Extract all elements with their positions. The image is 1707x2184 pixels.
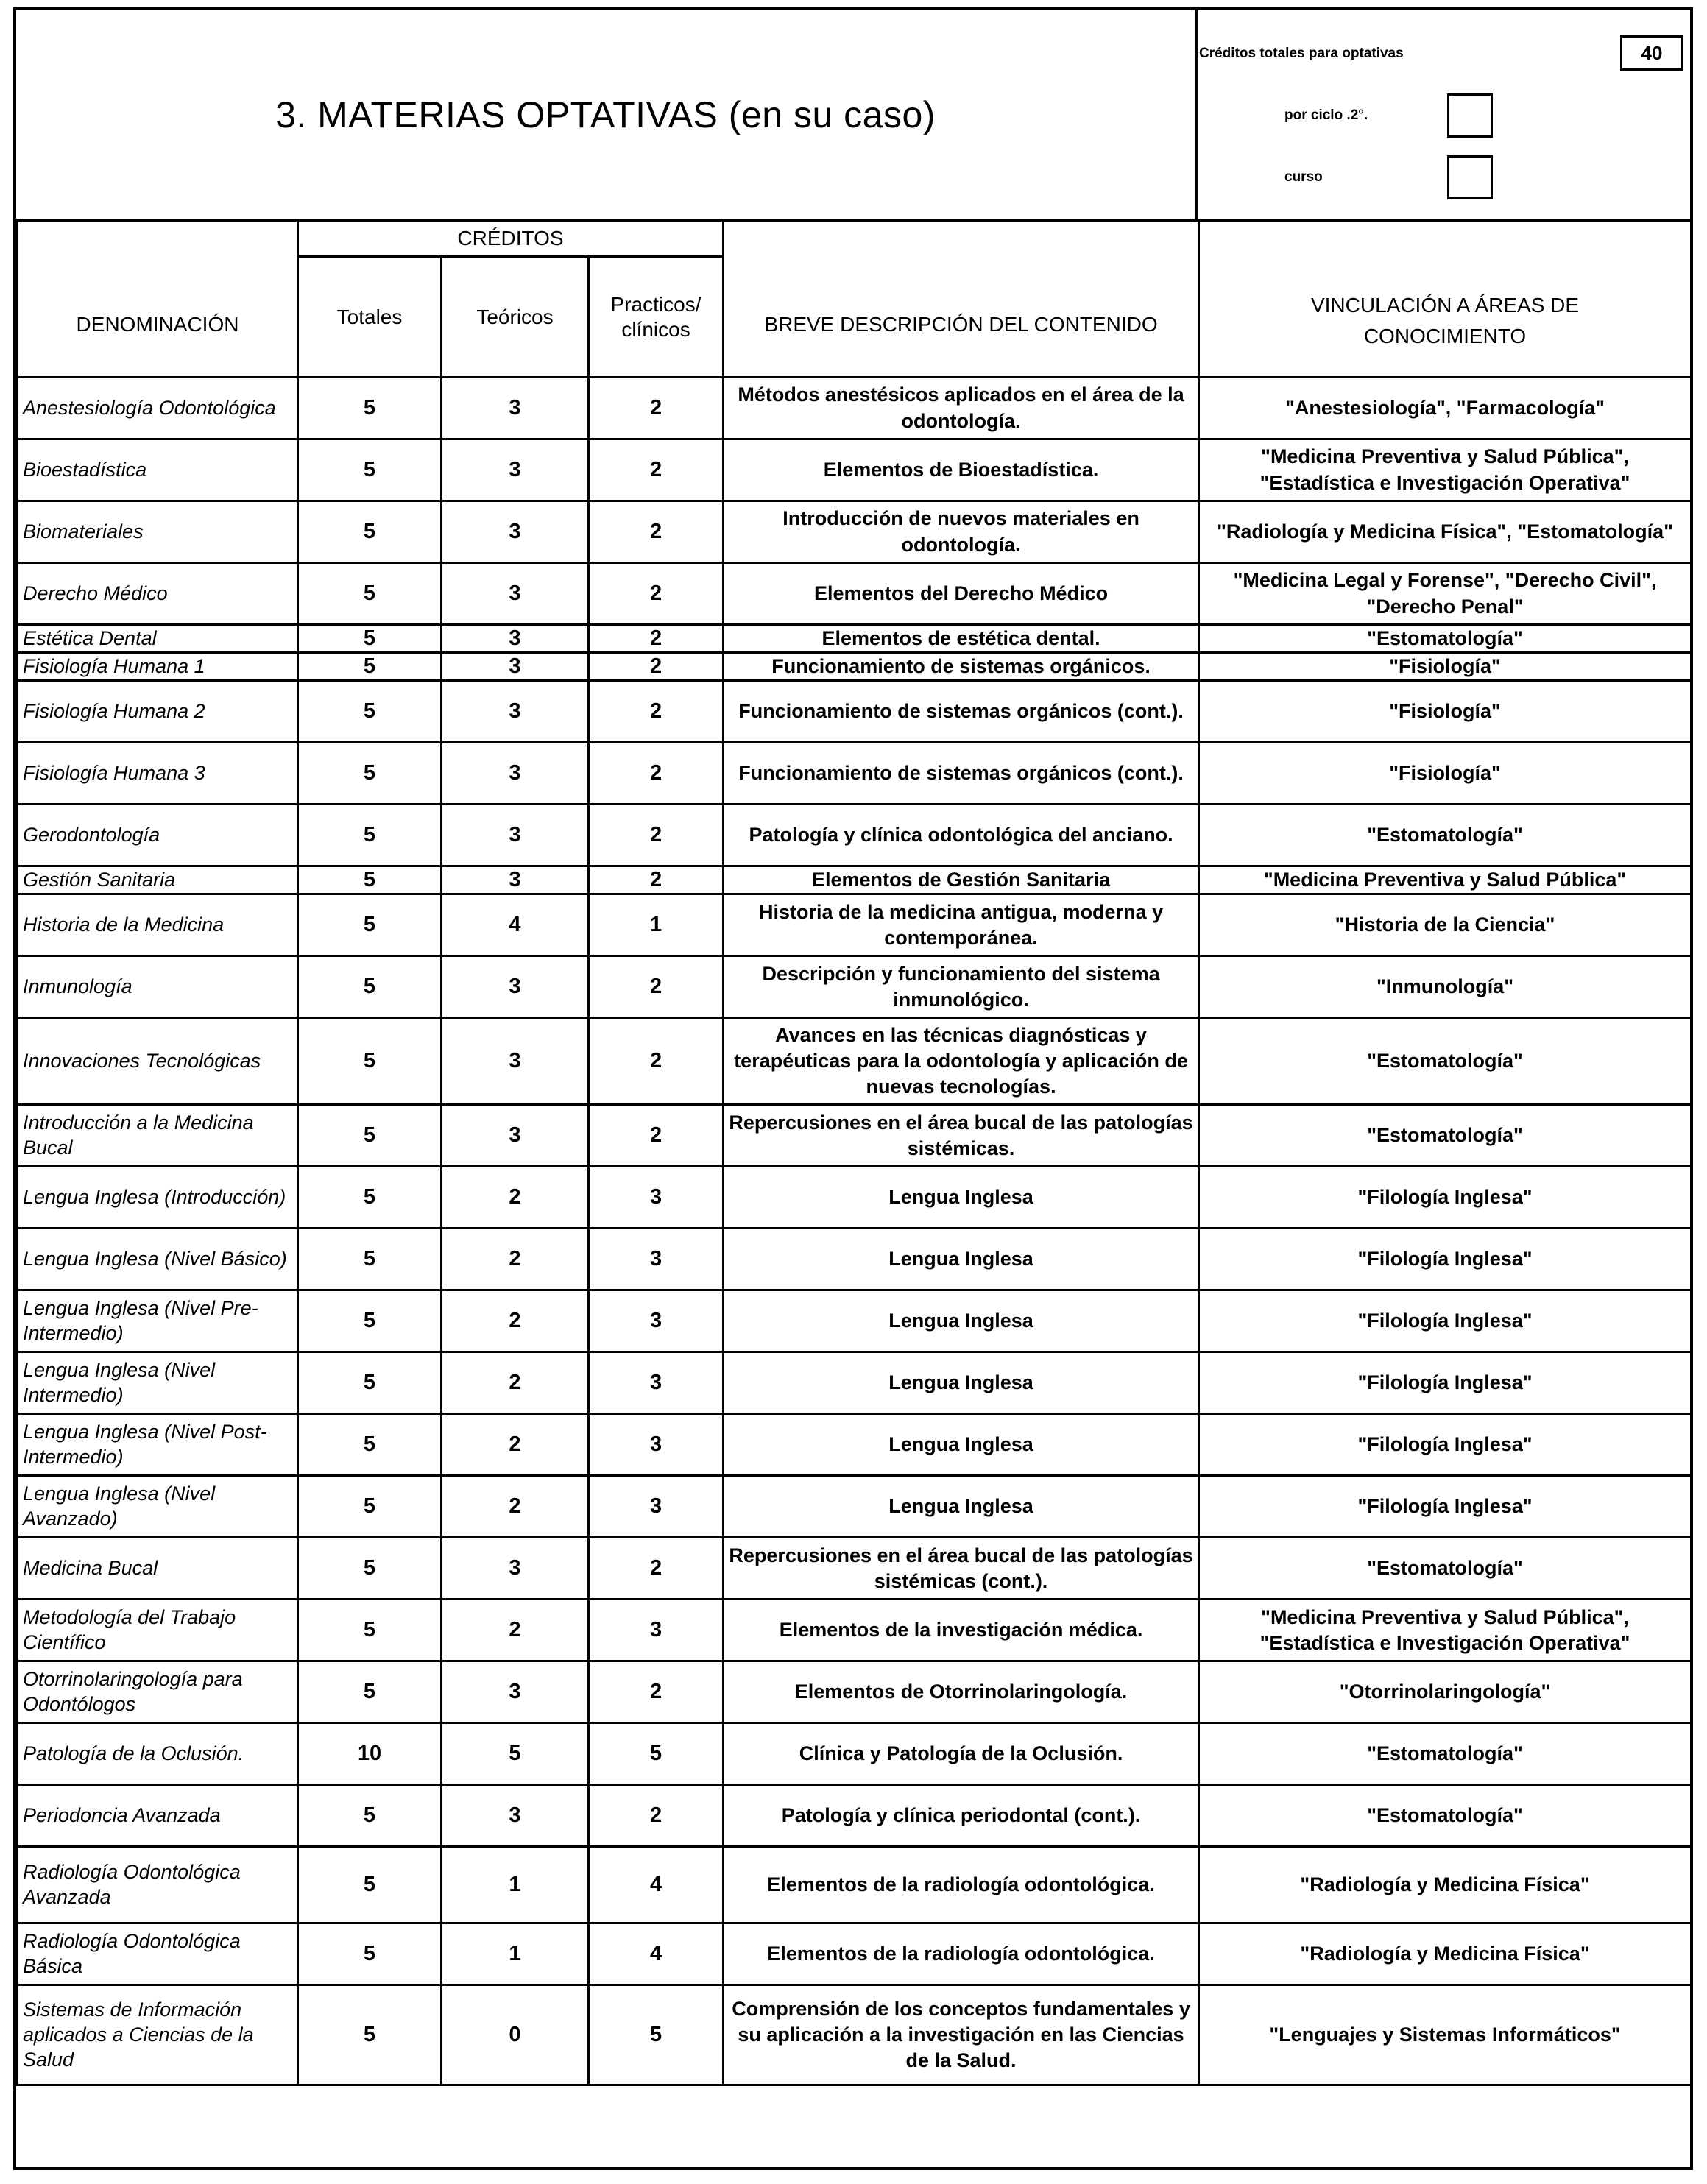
row-vinculacion: "Otorrinolaringología" — [1199, 1661, 1692, 1723]
row-practicos: 2 — [589, 501, 724, 563]
col-header-totales: Totales — [298, 257, 442, 378]
row-teoricos: 3 — [442, 743, 589, 805]
row-descripcion: Elementos del Derecho Médico — [724, 563, 1199, 625]
row-practicos: 2 — [589, 653, 724, 681]
row-totales: 5 — [298, 563, 442, 625]
row-practicos: 2 — [589, 681, 724, 743]
row-denominacion: Fisiología Humana 2 — [18, 681, 298, 743]
row-vinculacion: "Medicina Legal y Forense", "Derecho Civil", "Derecho Penal" — [1199, 563, 1692, 625]
row-teoricos: 3 — [442, 866, 589, 894]
row-denominacion: Introducción a la Medicina Bucal — [18, 1105, 298, 1167]
row-descripcion: Introducción de nuevos materiales en odontología. — [724, 501, 1199, 563]
row-denominacion: Estética Dental — [18, 625, 298, 653]
table-row — [18, 1600, 1692, 1661]
row-teoricos: 3 — [442, 625, 589, 653]
row-vinculacion: "Historia de la Ciencia" — [1199, 894, 1692, 956]
row-denominacion: Lengua Inglesa (Introducción) — [18, 1167, 298, 1229]
row-teoricos: 3 — [442, 681, 589, 743]
row-practicos: 2 — [589, 1538, 724, 1600]
row-teoricos: 3 — [442, 501, 589, 563]
row-descripcion: Patología y clínica periodontal (cont.). — [724, 1785, 1199, 1847]
row-teoricos: 2 — [442, 1600, 589, 1661]
row-totales: 5 — [298, 866, 442, 894]
document-page — [13, 7, 1693, 2170]
credits-total-label: Créditos totales para optativas — [1199, 46, 1404, 61]
row-denominacion: Historia de la Medicina — [18, 894, 298, 956]
row-descripcion: Repercusiones en el área bucal de las patologías sistémicas. — [724, 1105, 1199, 1167]
row-vinculacion: "Estomatología" — [1199, 625, 1692, 653]
row-vinculacion: "Filología Inglesa" — [1199, 1167, 1692, 1229]
table-row — [18, 1723, 1692, 1785]
row-descripcion: Elementos de la investigación médica. — [724, 1600, 1199, 1661]
row-teoricos: 4 — [442, 894, 589, 956]
table-row — [18, 1105, 1692, 1167]
row-teoricos: 3 — [442, 1661, 589, 1723]
row-practicos: 2 — [589, 866, 724, 894]
row-descripcion: Elementos de Otorrinolaringología. — [724, 1661, 1199, 1723]
row-descripcion: Lengua Inglesa — [724, 1352, 1199, 1414]
row-totales: 5 — [298, 1105, 442, 1167]
table-row — [18, 1985, 1692, 2085]
row-descripcion: Clínica y Patología de la Oclusión. — [724, 1723, 1199, 1785]
row-descripcion: Elementos de Gestión Sanitaria — [724, 866, 1199, 894]
table-row — [18, 1352, 1692, 1414]
credits-summary — [1198, 10, 1690, 219]
row-teoricos: 3 — [442, 805, 589, 866]
row-denominacion: Lengua Inglesa (Nivel Avanzado) — [18, 1476, 298, 1538]
row-descripcion: Funcionamiento de sistemas orgánicos (cont.). — [724, 681, 1199, 743]
row-totales: 5 — [298, 1476, 442, 1538]
col-header-practicos: Practicos/ clínicos — [589, 257, 724, 378]
col-header-vinculacion: VINCULACIÓN A ÁREAS DE CONOCIMIENTO — [1199, 220, 1692, 378]
row-vinculacion: "Estomatología" — [1199, 1785, 1692, 1847]
row-denominacion: Lengua Inglesa (Nivel Básico) — [18, 1229, 298, 1290]
row-totales: 5 — [298, 1414, 442, 1476]
row-denominacion: Innovaciones Tecnológicas — [18, 1018, 298, 1105]
row-vinculacion: "Filología Inglesa" — [1199, 1229, 1692, 1290]
table-row — [18, 563, 1692, 625]
row-practicos: 3 — [589, 1414, 724, 1476]
row-descripcion: Avances en las técnicas diagnósticas y terapéuticas para la odontología y aplicación de nuevas tecnologías. — [724, 1018, 1199, 1105]
row-vinculacion: "Radiología y Medicina Física" — [1199, 1847, 1692, 1923]
row-practicos: 5 — [589, 1723, 724, 1785]
row-teoricos: 3 — [442, 1105, 589, 1167]
row-teoricos: 2 — [442, 1167, 589, 1229]
row-teoricos: 5 — [442, 1723, 589, 1785]
row-vinculacion: "Radiología y Medicina Física", "Estomatología" — [1199, 501, 1692, 563]
row-practicos: 3 — [589, 1229, 724, 1290]
row-practicos: 4 — [589, 1923, 724, 1985]
row-totales: 5 — [298, 1018, 442, 1105]
row-descripcion: Lengua Inglesa — [724, 1290, 1199, 1352]
row-totales: 5 — [298, 743, 442, 805]
row-totales: 5 — [298, 894, 442, 956]
row-descripcion: Elementos de la radiología odontológica. — [724, 1923, 1199, 1985]
table-row — [18, 681, 1692, 743]
ciclo-label: por ciclo .2°. — [1284, 107, 1368, 123]
row-practicos: 3 — [589, 1352, 724, 1414]
row-totales: 5 — [298, 1785, 442, 1847]
row-descripcion: Elementos de estética dental. — [724, 625, 1199, 653]
row-vinculacion: "Fisiología" — [1199, 681, 1692, 743]
row-teoricos: 2 — [442, 1414, 589, 1476]
table-row — [18, 805, 1692, 866]
row-totales: 5 — [298, 1985, 442, 2085]
row-vinculacion: "Radiología y Medicina Física" — [1199, 1923, 1692, 1985]
row-teoricos: 3 — [442, 1538, 589, 1600]
row-teoricos: 0 — [442, 1985, 589, 2085]
row-teoricos: 1 — [442, 1847, 589, 1923]
row-descripcion: Funcionamiento de sistemas orgánicos (cont.). — [724, 743, 1199, 805]
row-vinculacion: "Estomatología" — [1199, 1538, 1692, 1600]
row-teoricos: 2 — [442, 1290, 589, 1352]
row-totales: 5 — [298, 1600, 442, 1661]
row-denominacion: Medicina Bucal — [18, 1538, 298, 1600]
row-totales: 5 — [298, 1923, 442, 1985]
curso-label: curso — [1284, 169, 1323, 185]
row-practicos: 1 — [589, 894, 724, 956]
table-row — [18, 866, 1692, 894]
row-practicos: 3 — [589, 1167, 724, 1229]
row-descripcion: Comprensión de los conceptos fundamentales y su aplicación a la investigación en las Ciencias de la Salud. — [724, 1985, 1199, 2085]
row-denominacion: Gestión Sanitaria — [18, 866, 298, 894]
row-descripcion: Elementos de Bioestadística. — [724, 439, 1199, 501]
row-totales: 5 — [298, 956, 442, 1018]
row-denominacion: Inmunología — [18, 956, 298, 1018]
row-totales: 5 — [298, 653, 442, 681]
row-practicos: 2 — [589, 1105, 724, 1167]
row-teoricos: 3 — [442, 439, 589, 501]
table-row — [18, 378, 1692, 439]
row-practicos: 5 — [589, 1985, 724, 2085]
row-practicos: 4 — [589, 1847, 724, 1923]
row-teoricos: 3 — [442, 563, 589, 625]
row-vinculacion: "Anestesiología", "Farmacología" — [1199, 378, 1692, 439]
row-totales: 5 — [298, 1352, 442, 1414]
row-vinculacion: "Inmunología" — [1199, 956, 1692, 1018]
ciclo-box — [1447, 93, 1493, 138]
col-header-teoricos: Teóricos — [442, 257, 589, 378]
table-row — [18, 1414, 1692, 1476]
table-row — [18, 1538, 1692, 1600]
row-descripcion: Lengua Inglesa — [724, 1229, 1199, 1290]
page-title: 3. MATERIAS OPTATIVAS (en su caso) — [16, 10, 1198, 219]
row-practicos: 2 — [589, 378, 724, 439]
row-denominacion: Fisiología Humana 1 — [18, 653, 298, 681]
row-teoricos: 3 — [442, 1018, 589, 1105]
table-row — [18, 956, 1692, 1018]
optativas-table — [16, 219, 1692, 2086]
row-denominacion: Biomateriales — [18, 501, 298, 563]
row-practicos: 2 — [589, 439, 724, 501]
row-practicos: 3 — [589, 1600, 724, 1661]
row-teoricos: 1 — [442, 1923, 589, 1985]
row-descripcion: Patología y clínica odontológica del anciano. — [724, 805, 1199, 866]
row-denominacion: Lengua Inglesa (Nivel Post-Intermedio) — [18, 1414, 298, 1476]
table-row — [18, 1476, 1692, 1538]
row-teoricos: 3 — [442, 378, 589, 439]
document-header — [16, 10, 1690, 222]
row-practicos: 2 — [589, 625, 724, 653]
row-denominacion: Fisiología Humana 3 — [18, 743, 298, 805]
row-vinculacion: "Filología Inglesa" — [1199, 1414, 1692, 1476]
row-vinculacion: "Medicina Preventiva y Salud Pública", "Estadística e Investigación Operativa" — [1199, 439, 1692, 501]
row-denominacion: Derecho Médico — [18, 563, 298, 625]
table-row — [18, 439, 1692, 501]
row-descripcion: Lengua Inglesa — [724, 1476, 1199, 1538]
row-vinculacion: "Filología Inglesa" — [1199, 1352, 1692, 1414]
row-vinculacion: "Filología Inglesa" — [1199, 1290, 1692, 1352]
row-practicos: 3 — [589, 1476, 724, 1538]
row-descripcion: Funcionamiento de sistemas orgánicos. — [724, 653, 1199, 681]
row-vinculacion: "Fisiología" — [1199, 743, 1692, 805]
row-practicos: 3 — [589, 1290, 724, 1352]
table-row — [18, 1923, 1692, 1985]
row-totales: 5 — [298, 501, 442, 563]
table-row — [18, 501, 1692, 563]
row-totales: 5 — [298, 1847, 442, 1923]
row-totales: 10 — [298, 1723, 442, 1785]
row-denominacion: Otorrinolaringología para Odontólogos — [18, 1661, 298, 1723]
table-row — [18, 1290, 1692, 1352]
table-row — [18, 1018, 1692, 1105]
row-denominacion: Lengua Inglesa (Nivel Intermedio) — [18, 1352, 298, 1414]
row-descripcion: Repercusiones en el área bucal de las patologías sistémicas (cont.). — [724, 1538, 1199, 1600]
row-practicos: 2 — [589, 1018, 724, 1105]
row-denominacion: Periodoncia Avanzada — [18, 1785, 298, 1847]
row-denominacion: Anestesiología Odontológica — [18, 378, 298, 439]
row-teoricos: 2 — [442, 1476, 589, 1538]
row-practicos: 2 — [589, 743, 724, 805]
row-practicos: 2 — [589, 563, 724, 625]
row-vinculacion: "Medicina Preventiva y Salud Pública", "Estadística e Investigación Operativa" — [1199, 1600, 1692, 1661]
row-denominacion: Patología de la Oclusión. — [18, 1723, 298, 1785]
row-totales: 5 — [298, 625, 442, 653]
row-descripcion: Métodos anestésicos aplicados en el área de la odontología. — [724, 378, 1199, 439]
row-denominacion: Lengua Inglesa (Nivel Pre-Intermedio) — [18, 1290, 298, 1352]
row-denominacion: Radiología Odontológica Avanzada — [18, 1847, 298, 1923]
row-descripcion: Descripción y funcionamiento del sistema inmunológico. — [724, 956, 1199, 1018]
row-practicos: 2 — [589, 1661, 724, 1723]
row-vinculacion: "Medicina Preventiva y Salud Pública" — [1199, 866, 1692, 894]
row-totales: 5 — [298, 378, 442, 439]
row-denominacion: Metodología del Trabajo Científico — [18, 1600, 298, 1661]
row-vinculacion: "Fisiología" — [1199, 653, 1692, 681]
row-teoricos: 3 — [442, 956, 589, 1018]
row-descripcion: Historia de la medicina antigua, moderna y contemporánea. — [724, 894, 1199, 956]
row-teoricos: 3 — [442, 653, 589, 681]
row-teoricos: 3 — [442, 1785, 589, 1847]
row-vinculacion: "Filología Inglesa" — [1199, 1476, 1692, 1538]
row-practicos: 2 — [589, 956, 724, 1018]
table-row — [18, 1167, 1692, 1229]
table-row — [18, 894, 1692, 956]
row-descripcion: Lengua Inglesa — [724, 1414, 1199, 1476]
credits-total-value: 40 — [1620, 35, 1683, 71]
table-row — [18, 625, 1692, 653]
row-totales: 5 — [298, 1661, 442, 1723]
curso-box — [1447, 155, 1493, 199]
row-descripcion: Elementos de la radiología odontológica. — [724, 1847, 1199, 1923]
row-vinculacion: "Lenguajes y Sistemas Informáticos" — [1199, 1985, 1692, 2085]
row-vinculacion: "Estomatología" — [1199, 1018, 1692, 1105]
row-totales: 5 — [298, 681, 442, 743]
table-row — [18, 1785, 1692, 1847]
table-row — [18, 743, 1692, 805]
col-header-descripcion: BREVE DESCRIPCIÓN DEL CONTENIDO — [724, 220, 1199, 378]
table-row — [18, 1661, 1692, 1723]
col-header-denominacion: DENOMINACIÓN — [18, 220, 298, 378]
row-totales: 5 — [298, 1538, 442, 1600]
row-totales: 5 — [298, 1290, 442, 1352]
row-descripcion: Lengua Inglesa — [724, 1167, 1199, 1229]
row-totales: 5 — [298, 805, 442, 866]
row-totales: 5 — [298, 439, 442, 501]
table-row — [18, 653, 1692, 681]
row-teoricos: 2 — [442, 1352, 589, 1414]
row-denominacion: Bioestadística — [18, 439, 298, 501]
row-totales: 5 — [298, 1229, 442, 1290]
row-teoricos: 2 — [442, 1229, 589, 1290]
row-totales: 5 — [298, 1167, 442, 1229]
row-denominacion: Sistemas de Información aplicados a Ciencias de la Salud — [18, 1985, 298, 2085]
table-row — [18, 1847, 1692, 1923]
row-vinculacion: "Estomatología" — [1199, 1723, 1692, 1785]
row-denominacion: Radiología Odontológica Básica — [18, 1923, 298, 1985]
row-denominacion: Gerodontología — [18, 805, 298, 866]
row-practicos: 2 — [589, 1785, 724, 1847]
row-practicos: 2 — [589, 805, 724, 866]
col-header-creditos: CRÉDITOS — [298, 220, 724, 257]
row-vinculacion: "Estomatología" — [1199, 805, 1692, 866]
row-vinculacion: "Estomatología" — [1199, 1105, 1692, 1167]
table-row — [18, 1229, 1692, 1290]
